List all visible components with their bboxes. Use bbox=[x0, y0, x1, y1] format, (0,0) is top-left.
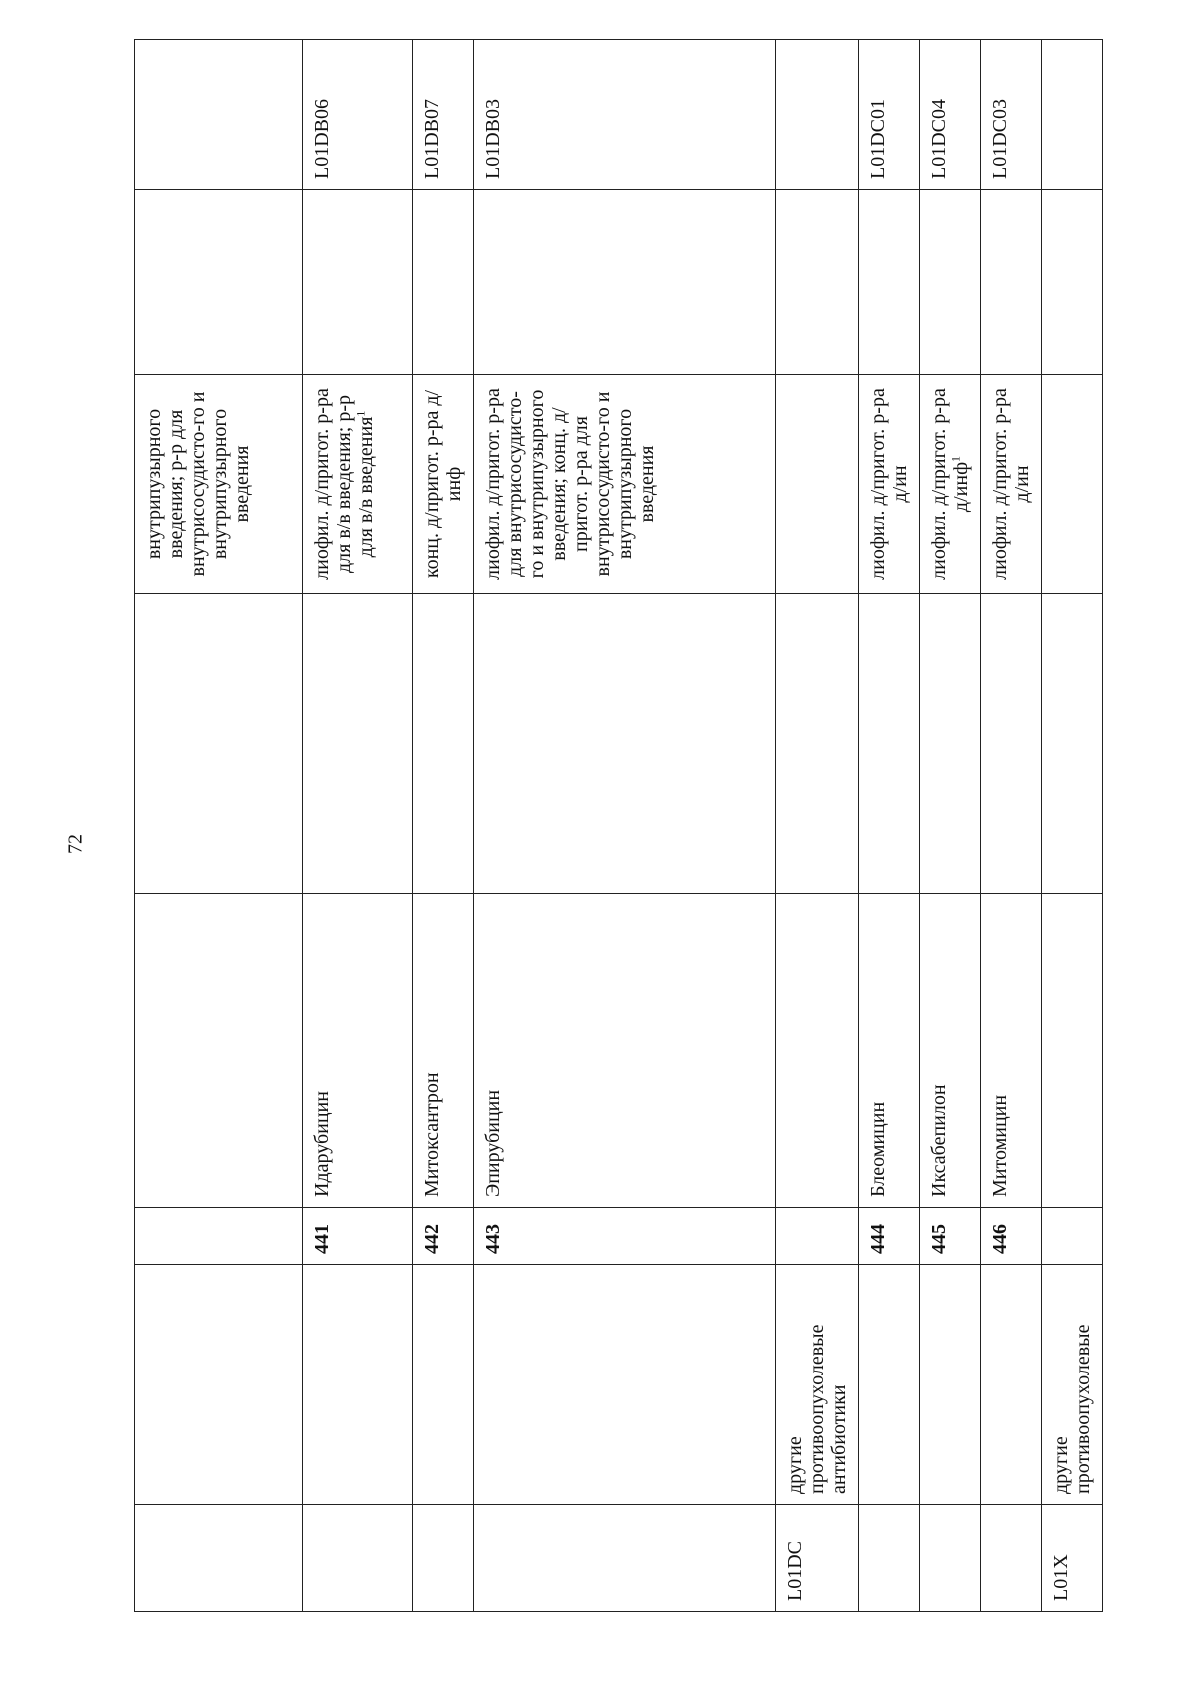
row-number: 443 bbox=[474, 1208, 776, 1265]
atc-code: L01DC03 bbox=[981, 40, 1042, 190]
group-row bbox=[776, 40, 859, 1612]
dosage-form: лиофил. д/пригот. р-ра д/инф$^1$ bbox=[920, 375, 981, 594]
empty-cell bbox=[135, 190, 303, 375]
table-row bbox=[859, 40, 920, 1612]
table-row bbox=[303, 40, 413, 1612]
atc-code: L01DB06 bbox=[303, 40, 413, 190]
drug-name: Эпирубицин bbox=[474, 894, 776, 1208]
group-name-cell bbox=[135, 1265, 303, 1505]
row-number: 445 bbox=[920, 1208, 981, 1265]
table-row bbox=[920, 40, 981, 1612]
atc-group-cell bbox=[135, 1505, 303, 1612]
drug-name: Блеомицин bbox=[859, 894, 920, 1208]
drug-name: Митомицин bbox=[981, 894, 1042, 1208]
group-code: L01X bbox=[1042, 1505, 1103, 1612]
row-number: 442 bbox=[413, 1208, 474, 1265]
drug-name: Иксабепилон bbox=[920, 894, 981, 1208]
group-name: другие противоопухолевые bbox=[1042, 1265, 1103, 1505]
drug-name: Митоксантрон bbox=[413, 894, 474, 1208]
atc-code: L01DC04 bbox=[920, 40, 981, 190]
footnote-marker: 1 bbox=[948, 455, 963, 462]
dosage-form: лиофил. д/пригот. р-ра д/ин bbox=[981, 375, 1042, 594]
group-name: другие противоопухолевые антибиотики bbox=[776, 1265, 859, 1505]
drug-table bbox=[134, 39, 1103, 1612]
dosage-form: лиофил. д/пригот. р-ра д/ин bbox=[859, 375, 920, 594]
row-number: 441 bbox=[303, 1208, 413, 1265]
dosage-form-cell: внутрипузырного введения; р-р для внутрисосудисто-го и внутрипузырного введения bbox=[135, 375, 303, 594]
rotated-table-container bbox=[134, 40, 1094, 1612]
row-number-cell bbox=[135, 1208, 303, 1265]
table-row-continued bbox=[135, 40, 303, 1612]
atc-code: L01DC01 bbox=[859, 40, 920, 190]
table-row bbox=[474, 40, 776, 1612]
group-code: L01DC bbox=[776, 1505, 859, 1612]
atc-code: L01DB07 bbox=[413, 40, 474, 190]
dosage-form: конц. д/пригот. р-ра д/инф bbox=[413, 375, 474, 594]
table-row bbox=[413, 40, 474, 1612]
row-number: 444 bbox=[859, 1208, 920, 1265]
drug-name: Идарубицин bbox=[303, 894, 413, 1208]
atc-code-cell bbox=[135, 40, 303, 190]
dosage-form: лиофил. д/пригот. р-ра для внутрисосудисто-го и внутрипузырного введения; конц. д/пригот. р-ра для внутрисосудисто-го и внутрипузырного введения bbox=[474, 375, 776, 594]
dosage-form: лиофил. д/пригот. р-ра для в/в введения; р-р для в/в введения$^1$ bbox=[303, 375, 413, 594]
footnote-marker: 1 bbox=[353, 410, 368, 417]
page-number: 72 bbox=[64, 834, 87, 854]
atc-code: L01DB03 bbox=[474, 40, 776, 190]
drug-name-cell bbox=[135, 894, 303, 1208]
table-row bbox=[981, 40, 1042, 1612]
empty-cell bbox=[135, 594, 303, 894]
row-number: 446 bbox=[981, 1208, 1042, 1265]
group-row bbox=[1042, 40, 1103, 1612]
